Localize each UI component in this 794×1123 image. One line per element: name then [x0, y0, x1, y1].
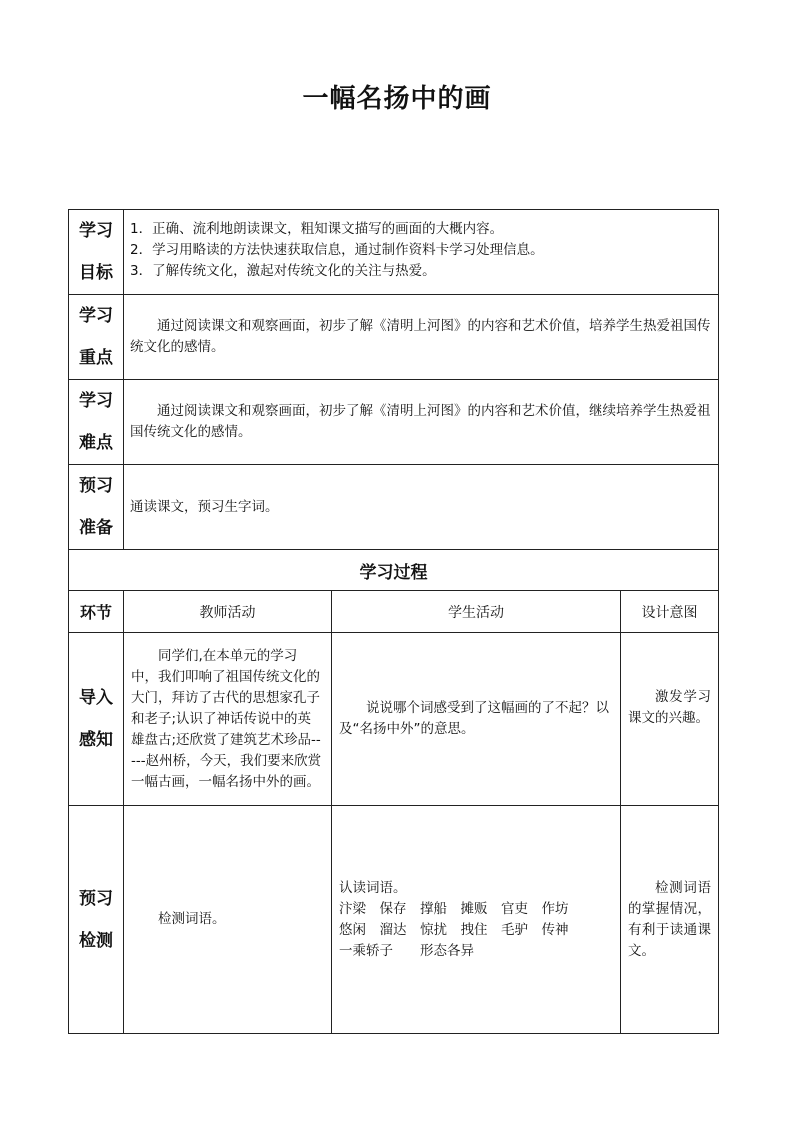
key-points-label-line-2: 重点 [79, 348, 113, 368]
objective-item: 3．了解传统文化，激起对传统文化的关注与热爱。 [130, 263, 436, 279]
key-points-row [69, 295, 719, 380]
teacher-activity: 同学们,在本单元的学习中，我们叩响了祖国传统文化的大门，拜访了古代的思想家孔子和老子;认识了神话传说中的英雄盘古;还欣赏了建筑艺术珍品-----赵州桥，今天，我们要来欣赏一幅古画，一幅名扬中外的画。 [124, 633, 332, 806]
table-row [69, 633, 719, 806]
objectives-label-line-2: 目标 [79, 263, 113, 283]
stage-label-line-1: 预习 [79, 888, 113, 909]
objective-item: 1．正确、流利地朗读课文，粗知课文描写的画面的大概内容。 [130, 221, 504, 237]
difficulties-label-line-2: 难点 [79, 433, 113, 453]
stage-label-line-2: 检测 [79, 930, 113, 951]
preparation-label-line-2: 准备 [79, 518, 113, 538]
process-column-headers [69, 591, 719, 633]
vocab-line: 悠闲 溜达 惊扰 拽住 毛驴 传神 [339, 921, 569, 938]
objective-item: 2．学习用略读的方法快速获取信息，通过制作资料卡学习处理信息。 [130, 242, 544, 258]
objectives-label [69, 210, 124, 295]
teacher-activity: 检测词语。 [124, 806, 332, 1034]
vocab-line: 一乘轿子 形态各异 [339, 942, 474, 959]
difficulties-label [69, 380, 124, 465]
column-header-teacher: 教师活动 [124, 591, 332, 633]
student-activity: 说说哪个词感受到了这幅画的了不起？以及“名扬中外”的意思。 [332, 633, 621, 806]
preparation-label [69, 465, 124, 550]
key-points-label [69, 295, 124, 380]
column-header-design: 设计意图 [621, 591, 719, 633]
difficulties-row [69, 380, 719, 465]
key-points-text: 通过阅读课文和观察画面，初步了解《清明上河图》的内容和艺术价值，培养学生热爱祖国传统文化的感情。 [124, 295, 719, 380]
stage-label-line-1: 导入 [79, 688, 113, 708]
difficulties-text: 通过阅读课文和观察画面，初步了解《清明上河图》的内容和艺术价值，继续培养学生热爱祖国传统文化的感情。 [124, 380, 719, 465]
column-header-stage: 环节 [69, 591, 124, 633]
student-activity [332, 806, 621, 1034]
column-header-student: 学生活动 [332, 591, 621, 633]
objectives-row [69, 210, 719, 295]
process-heading: 学习过程 [69, 550, 719, 591]
stage-label [69, 806, 124, 1034]
preparation-label-line-1: 预习 [79, 476, 113, 496]
preparation-text: 通读课文，预习生字词。 [124, 465, 719, 550]
design-intent: 检测词语的掌握情况，有利于读通课文。 [621, 806, 719, 1034]
stage-label-line-2: 感知 [79, 730, 113, 750]
objectives-label-line-1: 学习 [79, 221, 113, 241]
stage-label [69, 633, 124, 806]
process-heading-row [69, 550, 719, 591]
key-points-label-line-1: 学习 [79, 306, 113, 326]
preparation-row [69, 465, 719, 550]
objectives-content [124, 210, 719, 295]
page-title: 一幅名扬中的画 [302, 84, 492, 114]
vocab-line: 汴梁 保存 撑船 摊贩 官吏 作坊 [339, 900, 569, 917]
lesson-plan-table [68, 209, 719, 1034]
table-row [69, 806, 719, 1034]
design-intent: 激发学习课文的兴趣。 [621, 633, 719, 806]
student-activity-intro: 认读词语。 [339, 879, 407, 896]
difficulties-label-line-1: 学习 [79, 391, 113, 411]
